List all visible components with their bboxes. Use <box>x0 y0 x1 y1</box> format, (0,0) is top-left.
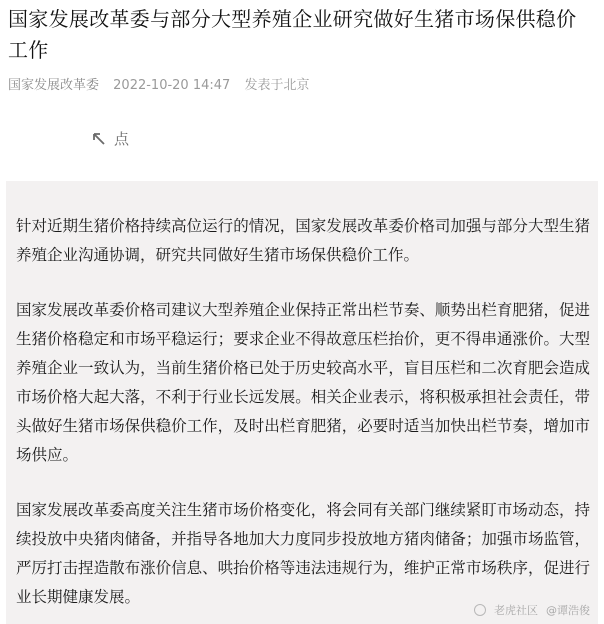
article-body <box>6 181 598 624</box>
article-title: 国家发展改革委与部分大型养殖企业研究做好生猪市场保供稳价工作 <box>8 7 577 62</box>
publish-datetime: 2022-10-20 14:47 <box>113 78 231 93</box>
keypoints-label: 点 <box>114 130 132 148</box>
keypoints-toggle[interactable] <box>92 128 131 149</box>
author-link[interactable]: 国家发展改革委 <box>8 78 100 93</box>
paragraph-1: 针对近期生猪价格持续高位运行的情况，国家发展改革委价格司加强与部分大型生猪养殖企业沟通协调，研究共同做好生猪市场保供稳价工作。 <box>16 217 590 264</box>
watermark <box>474 602 590 618</box>
article-meta <box>8 74 319 93</box>
tiger-logo-icon <box>474 604 486 616</box>
watermark-user: @谭浩俊 <box>546 604 590 617</box>
watermark-site: 老虎社区 <box>494 604 538 617</box>
publish-location: 发表于北京 <box>244 78 310 93</box>
arrow-expand-icon <box>92 132 106 146</box>
paragraph-3: 国家发展改革委高度关注生猪市场价格变化，将会同有关部门继续紧盯市场动态，持续投放中央猪肉储备，并指导各地加大力度同步投放地方猪肉储备；加强市场监管，严厉打击捏造散布涨价信息、哄抬价格等违法违规行为，维护正常市场秩序，促进行业长期健康发展。 <box>16 501 590 606</box>
paragraph-2: 国家发展改革委价格司建议大型养殖企业保持正常出栏节奏、顺势出栏育肥猪，促进生猪价格稳定和市场平稳运行；要求企业不得故意压栏抬价，更不得串通涨价。大型养殖企业一致认为，当前生猪价格已处于历史较高水平，盲目压栏和二次育肥会造成市场价格大起大落，不利于行业长远发展。相关企业表示，将积极承担社会责任，带头做好生猪市场保供稳价工作，及时出栏育肥猪，必要时适当加快出栏节奏，增加市场供应。 <box>16 301 590 464</box>
